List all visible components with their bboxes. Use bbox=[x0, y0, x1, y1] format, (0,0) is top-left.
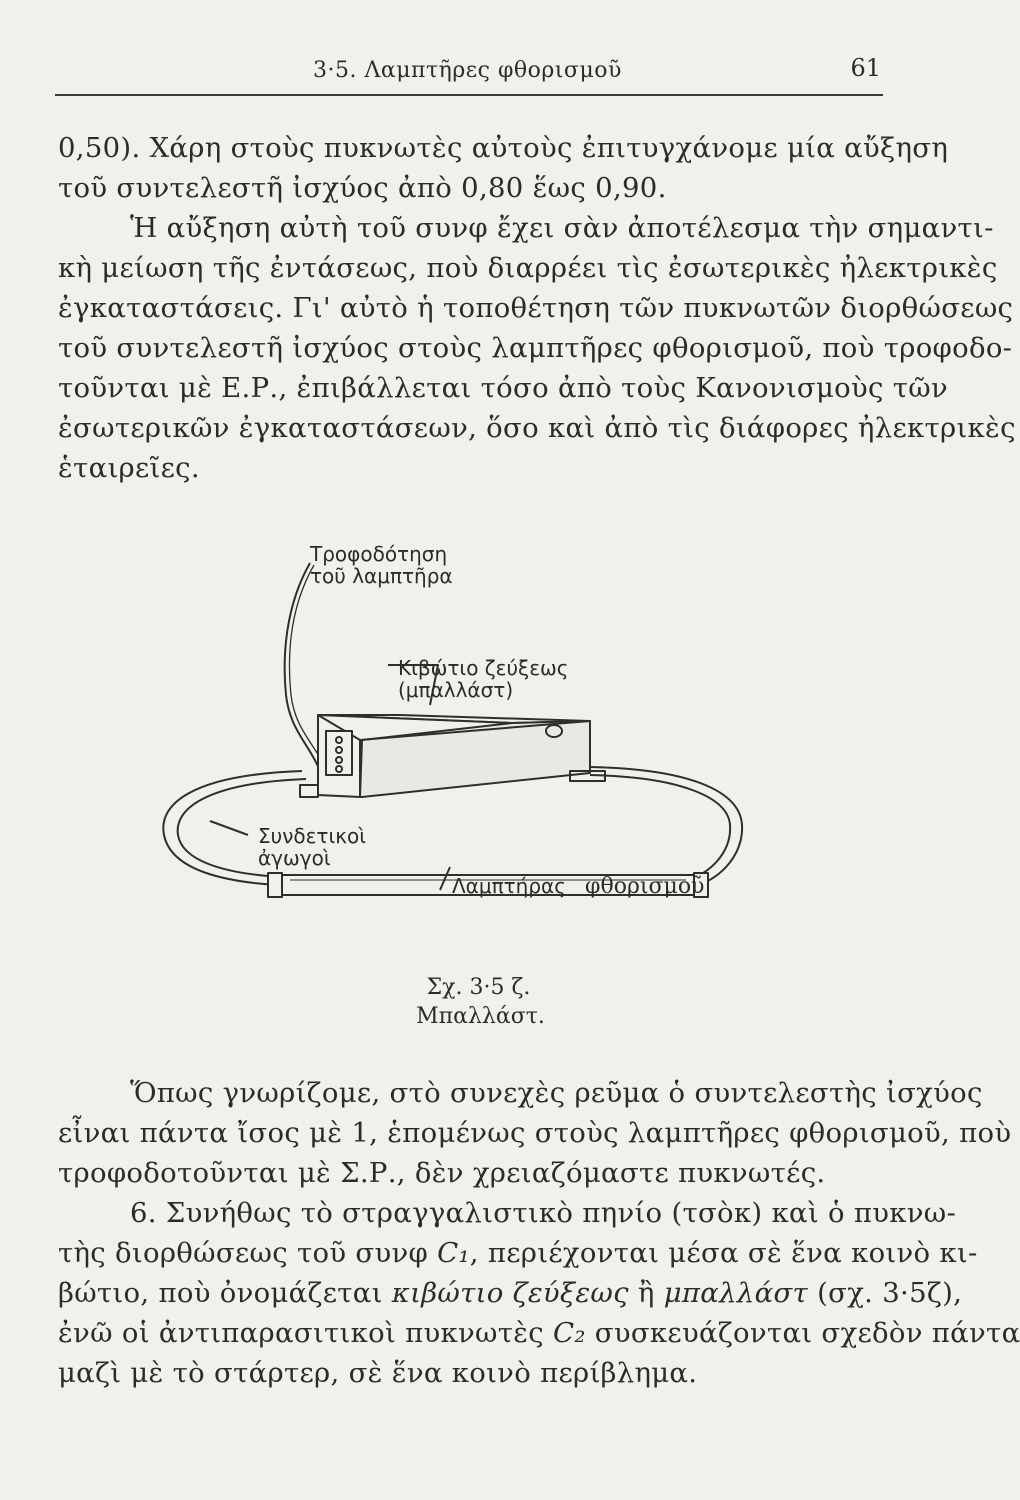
text-line: ἐγκαταστάσεις. Γι' αὐτὸ ἡ τοποθέτηση τῶν πυκνωτῶν διορθώσεως bbox=[58, 292, 1014, 324]
text-line: ἐσωτερικῶν ἐγκαταστάσεων, ὅσο καὶ ἀπὸ τὶς διάφορες ἠλεκτρικὲς bbox=[58, 412, 1016, 444]
text-line: εἶναι πάντα ἴσος μὲ 1, ἑπομένως στοὺς λαμπτῆρες φθορισμοῦ, ποὺ bbox=[58, 1117, 1012, 1149]
term-ballast-box: κιβώτιο ζεύξεως bbox=[391, 1277, 629, 1309]
text-line: τὴς διορθώσεως τοῦ συνφ C₁, περιέχονται μέσα σὲ ἕνα κοινὸ κι- bbox=[58, 1237, 978, 1269]
text-line: μαζὶ μὲ τὸ στάρτερ, σὲ ἕνα κοινὸ περίβλημα. bbox=[58, 1357, 698, 1389]
running-header bbox=[55, 54, 883, 94]
symbol-c1: C₁ bbox=[437, 1237, 470, 1269]
label-connecting-wires: Συνδετικοὶ ἀγωγοὶ bbox=[258, 824, 367, 870]
lamp-cap-left bbox=[268, 873, 282, 897]
symbol-c2: C₂ bbox=[553, 1317, 586, 1349]
text-line: Ὅπως γνωρίζομε, στὸ συνεχὲς ρεῦμα ὁ συντελεστὴς ἰσχύος bbox=[130, 1077, 983, 1109]
paragraph-top bbox=[58, 128, 1016, 488]
header-rule bbox=[55, 94, 883, 96]
ballast-figure bbox=[150, 535, 770, 950]
text-line: ἑταιρεῖες. bbox=[58, 452, 200, 484]
term-ballast: μπαλλάστ bbox=[663, 1277, 809, 1309]
section-title: 3·5. Λαμπτῆρες φθορισμοῦ bbox=[313, 58, 622, 83]
text-line: τοῦνται μὲ Ε.Ρ., ἐπιβάλλεται τόσο ἀπὸ τοὺς Κανονισμοὺς τῶν bbox=[58, 372, 949, 404]
figure-caption-number: Σχ. 3·5 ζ. bbox=[426, 975, 531, 1000]
page-number: 61 bbox=[850, 54, 881, 82]
label-lamp: Λαμπτήρας φθορισμοῦ bbox=[452, 874, 705, 899]
mounting-flange bbox=[300, 785, 318, 797]
wire-right-outer bbox=[590, 767, 742, 887]
text-line: 0,50). Χάρη στοὺς πυκνωτὲς αὐτοὺς ἐπιτυγχάνομε μία αὔξηση bbox=[58, 132, 949, 164]
paragraph-bottom bbox=[58, 1073, 1020, 1393]
text-line: τοῦ συντελεστῆ ἰσχύος στοὺς λαμπτῆρες φθορισμοῦ, ποὺ τροφοδο- bbox=[58, 332, 1013, 364]
leader-wires bbox=[210, 821, 248, 835]
label-ballast-box: Κιβώτιο ζεύξεως (μπαλλάστ) bbox=[398, 656, 569, 702]
text-line: 6. Συνήθως τὸ στραγγαλιστικὸ πηνίο (τσὸκ) καὶ ὁ πυκνω- bbox=[130, 1197, 957, 1229]
text-line: τοῦ συντελεστῆ ἰσχύος ἀπὸ 0,80 ἕως 0,90. bbox=[58, 172, 667, 204]
text-line: Ἡ αὔξηση αὐτὴ τοῦ συνφ ἔχει σὰν ἀποτέλεσμα τὴν σημαντι- bbox=[130, 212, 994, 244]
figure-caption-title: Μπαλλάστ. bbox=[416, 1004, 545, 1029]
text-line: κὴ μείωση τῆς ἐντάσεως, ποὺ διαρρέει τὶς ἐσωτερικὲς ἠλεκτρικὲς bbox=[58, 252, 998, 284]
text-line: ἐνῶ οἱ ἀντιπαρασιτικοὶ πυκνωτὲς C₂ συσκευάζονται σχεδὸν πάντα bbox=[58, 1317, 1020, 1349]
label-supply: Τροφοδότηση τοῦ λαμπτῆρα bbox=[310, 542, 453, 588]
wire-right-inner bbox=[590, 775, 730, 879]
text-line: βώτιο, ποὺ ὀνομάζεται κιβώτιο ζεύξεως ἢ μπαλλάστ (σχ. 3·5ζ), bbox=[58, 1277, 963, 1309]
text-line: τροφοδοτοῦνται μὲ Σ.Ρ., δὲν χρειαζόμαστε πυκνωτές. bbox=[58, 1157, 826, 1189]
